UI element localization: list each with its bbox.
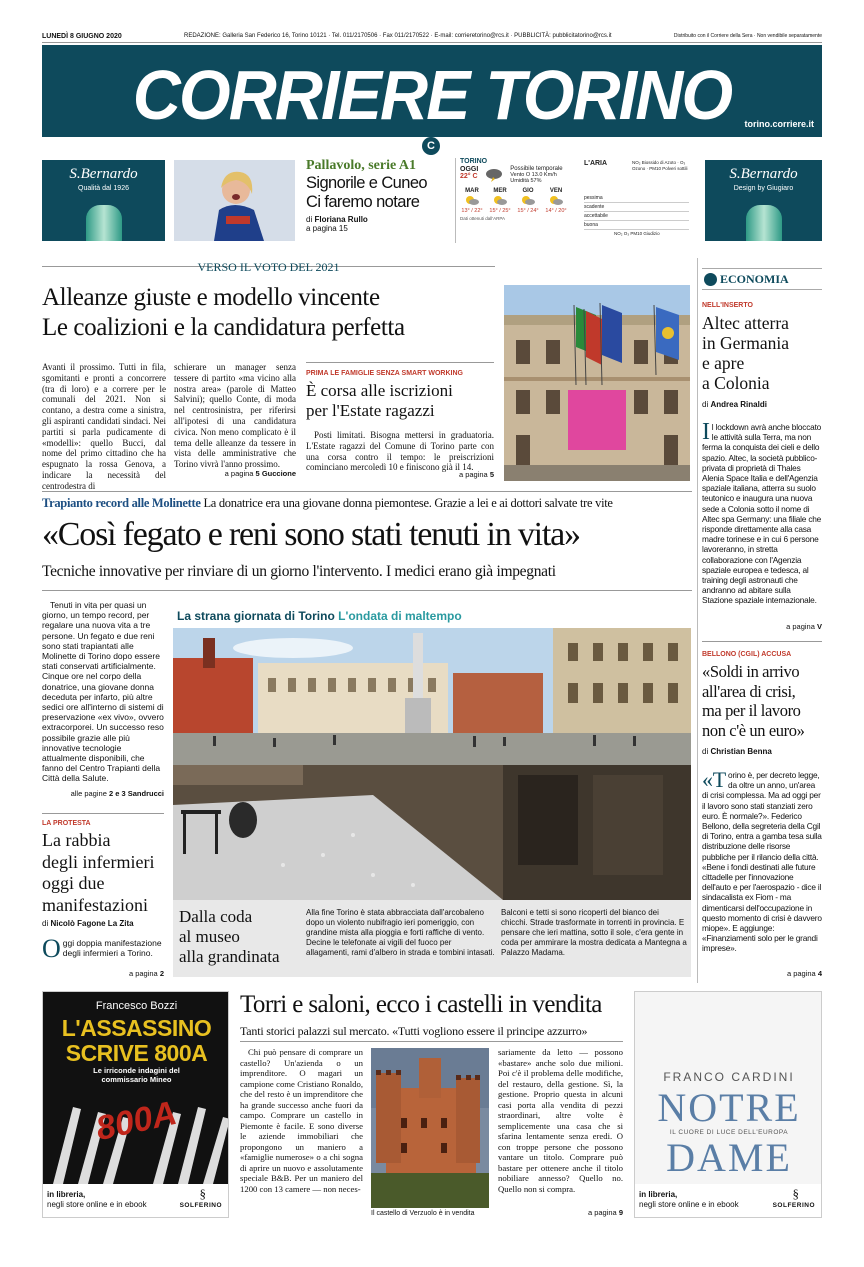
solferino-logo-icon: § [199, 1186, 206, 1201]
volley-byline [306, 215, 448, 224]
nurses-body-text: ggi doppia manifestazione degli infermieri a Torino. [62, 938, 162, 958]
transplant-lead-line [42, 496, 697, 511]
economia-label: ECONOMIA [720, 272, 789, 286]
economia-body [702, 419, 822, 606]
volley-page-ref: a pagina 15 [306, 224, 348, 233]
castles-body-col1: Chi può pensare di comprare un castello? Un'azienda o un imprenditore. O magari un campione come Cristiano Ronaldo, che del resto è un imprenditore che ha grande successo anche fuori da campo. Comprare un castello in Piemonte è facile. E sono diverse le aziende immobiliari che propongono un maniero a «famiglie numerose» o a chi sogna di aprire un nuovo e assolutamente speciale B&B. Per un maniero del 1200 con 13 camere — non neces- [240, 1047, 363, 1194]
weather-today-label: OGGI [460, 166, 479, 173]
vote-body-col1: Avanti il prossimo. Tutti in fila, sgomitanti e pronti a concorrere (tra di loro) e a correre per le comunali del 2021. Non si contano, a destra come a sinistra, gli aspiranti candidati sindaci. Nei partiti si parla pudicamente di «modelli»: quello Bucci, dal nome del primo cittadino che ha espugnato la rossa Genova, a indicare la necessità del centrodestra di [42, 362, 166, 491]
solferino-logo-icon: § [792, 1186, 799, 1201]
bellono-author: Christian Benna [710, 747, 772, 756]
economia-title-line: e apre [702, 353, 745, 373]
transplant-lead: La donatrice era una giovane donna piemontese. Grazie a lei e ai dottori salvate tre vite [203, 496, 613, 510]
transplant-kicker: Trapianto record alle Molinette [42, 496, 201, 510]
transplant-subtitle: Tecniche innovative per rinviare di un giorno l'intervento. I medici erano già impegnati [42, 563, 556, 580]
page-ref-prefix: a pagina [786, 969, 816, 978]
vote-page-ref[interactable] [174, 469, 296, 478]
air-axis: NO₂ O₃ PM10 Giudizio [614, 231, 660, 236]
weather-source: Dati ottenuti dall'ARPA [460, 216, 506, 221]
issue-date: LUNEDÌ 8 GIUGNO 2020 [42, 33, 122, 40]
nurses-byline [42, 919, 167, 928]
economia-body-text: l lockdown avrà anche bloccato le attività sulla Terra, ma non ferma la conquista dei cieli e dello spazio. Altec, la società pubblico-privata di proprietà di Thales Alenia Space Italia e dell'Agenzia spaziale italiana, atterra su suolo teutonico e inaugura una nuova sede a Colonia sotto il nome di Altec spa Germany: una filiale che risponde direttamente alla casa madre torinese e in cui 6 persone lavoreranno, in stretta collaborazione con l'Agenzia spaziale europea e tedesca, al training degli astronauti che andranno ad abitare sulla Stazione spaziale internazionale. [702, 422, 822, 606]
page-ref-number: 2 [159, 969, 164, 978]
economia-dot-icon [704, 273, 717, 286]
estate-headline[interactable] [306, 381, 496, 421]
dropcap: «T [702, 767, 727, 792]
forecast-day [460, 188, 484, 214]
photo-story-box [173, 605, 691, 977]
estate-page-ref[interactable] [306, 470, 494, 479]
ad-book-assassino[interactable] [42, 991, 229, 1218]
bellono-body [702, 767, 822, 954]
economia-title-line: Altec atterra [702, 313, 789, 333]
bellono-title-line: all'area di crisi, [702, 681, 796, 701]
page-ref-number: 5 [255, 469, 260, 478]
photo-story-title-line: al museo [179, 927, 240, 946]
photo-story-kicker-2: L'ondata di maltempo [338, 609, 462, 623]
section-rule [240, 1041, 623, 1042]
ad-sanbernardo-right[interactable] [705, 160, 822, 241]
vote-title-1: Alleanze giuste e modello vincente [42, 284, 380, 311]
ad-brand: S.Bernardo [69, 166, 138, 182]
page-ref-number: 9 [618, 1208, 623, 1217]
photo-story-title-line: alla grandinata [179, 947, 280, 966]
estate-kicker: PRIMA LE FAMIGLIE SENZA SMART WORKING [306, 370, 463, 377]
forecast-day-name: MAR [465, 188, 479, 194]
photo-story-kicker-1: La strana giornata di Torino [177, 609, 335, 623]
page-ref-number: 4 [817, 969, 822, 978]
page-ref-prefix: a pagina [587, 1208, 617, 1217]
bellono-body-text: orino è, per decreto legge, da oltre un anno, un'area di crisi complessa. Ma ad oggi per il lavoro sono stati stanziati zero euro. È normale?». Federico Bellono, della segreteria della Cgil di Torino, entra a gamba tesa sulla distribuzione delle risorse pubbliche per il rilancio della città. «Bene i fondi destinati alle future cittadelle per l'innovazione dell'auto e per l'aerospazio - dice il sindacalista ex Fiom - ma dimenticarsi dell'occupazione in questo momento di crisi è davvero miope». E aggiunge: «Finanziamenti solo per le grandi imprese». [702, 770, 822, 954]
photo-story-text-2: Balconi e tetti si sono ricoperti del bianco dei chicchi. Strade trasformate in torrenti in provincia. E pensare che ieri mattina, sotto il sole, c'era gente in coda per ammirare la mostra dedicata a Mantegna a Palazzo Madama. [501, 908, 687, 957]
book1-dist-2: negli store online e in ebook [47, 1200, 147, 1209]
weather-wind: Vento O 13.0 Km/h [510, 172, 557, 178]
nurses-page-ref[interactable] [42, 969, 164, 978]
sun-cloud-icon [492, 194, 508, 206]
photo-story-banner [173, 605, 691, 628]
top-info-line [42, 33, 822, 43]
section-rule [702, 641, 822, 642]
volley-author: Floriana Rullo [314, 215, 368, 224]
storm-cloud-icon [484, 166, 504, 182]
book1-cover-word: 800A [92, 1093, 181, 1149]
book2-title-2: DAME [666, 1135, 792, 1180]
masthead-title: CORRIERE TORINO [132, 56, 732, 134]
volley-title-2: Ci faremo notare [306, 193, 420, 211]
page-ref-prefix: a pagina [786, 622, 815, 631]
estate-title-1: È corsa alle iscrizioni [306, 381, 453, 400]
castles-subtitle: Tanti storici palazzi sul mercato. «Tutti vogliono essere il principe azzurro» [240, 1024, 588, 1038]
nurses-title-line: manifestazioni [42, 894, 148, 915]
forecast-day [488, 188, 512, 214]
transplant-page-ref[interactable] [42, 789, 164, 798]
ad-sanbernardo-left[interactable] [42, 160, 165, 241]
book1-title-2: SCRIVE 800A [65, 1040, 208, 1066]
nurses-title-line: degli infermieri [42, 851, 155, 872]
book1-subtitle: Le irriconde indagini del commissario Mineo [93, 1066, 180, 1084]
air-quality-title: L'ARIA [584, 160, 608, 167]
economia-kicker: NELL'INSERTO [702, 302, 753, 309]
ad-tagline: Qualità dal 1926 [78, 185, 129, 192]
book2-author: FRANCO CARDINI [663, 1070, 795, 1084]
weather-desc: Possibile temporale [510, 166, 563, 172]
book2-publisher: SOLFERINO [772, 1202, 815, 1209]
volley-article[interactable] [306, 158, 448, 233]
castle-caption: Il castello di Verzuolo è in vendita [371, 1210, 475, 1217]
economia-byline [702, 400, 822, 409]
byline-prefix: di [702, 747, 709, 756]
distribution-note: Distribuito con il Corriere della Sera · Non vendibile separatamente [673, 33, 822, 39]
byline-prefix: di [42, 919, 49, 928]
page-ref-number: 5 [489, 470, 494, 479]
masthead [42, 45, 822, 137]
column-divider [697, 258, 698, 983]
hailstorm-photo [173, 765, 691, 900]
water-bottle-icon [746, 205, 782, 241]
corriere-logo-badge: C [422, 137, 440, 155]
air-level: pessima [584, 194, 689, 203]
page-ref-prefix: a pagina [224, 469, 254, 478]
photo-story-text-1: Alla fine Torino è stata abbracciata dall'arcobaleno dopo un violento nubifragio ieri pomeriggio, con grandine mista alla pioggia e forti raffiche di vento. Decine le telefonate ai vigili del fuoco per allagamenti, rami d'albero in strada e tombini intasati. [306, 908, 495, 957]
forecast-day [516, 188, 540, 214]
forecast-day-name: GIO [522, 188, 534, 194]
economia-title-line: a Colonia [702, 373, 770, 393]
air-legend: NO₂ Biossido di Azoto · O₃ Ozono · PM10 Polveri sottili [632, 160, 688, 171]
volley-kicker: Pallavolo, serie A1 [306, 158, 417, 173]
nurses-title-line: La rabbia [42, 830, 111, 850]
section-rule [42, 813, 164, 814]
nurses-headline[interactable] [42, 830, 167, 916]
photo-story-title-line: Dalla coda [179, 907, 253, 926]
bellono-title-line: «Soldi in arrivo [702, 662, 800, 681]
ad-tagline: Design by Giugiaro [733, 185, 794, 192]
economia-section-header [702, 268, 822, 290]
section-rule [306, 362, 494, 363]
bellono-kicker: BELLONO (CGIL) ACCUSA [702, 651, 792, 658]
vote-headline[interactable] [42, 283, 502, 343]
estate-title-2: per l'Estate ragazzi [306, 401, 435, 420]
dropcap: I [702, 419, 710, 445]
section-rule [42, 590, 692, 591]
sun-cloud-icon [464, 194, 480, 206]
economia-page-ref[interactable] [702, 622, 822, 631]
forecast-day-name: VEN [549, 188, 563, 194]
weather-box [455, 158, 692, 243]
book1-title-1: L'ASSASSINO [61, 1015, 212, 1041]
bellono-byline [702, 747, 822, 756]
forecast-day-name: MER [493, 188, 507, 194]
transplant-headline[interactable]: «Così fegato e reni sono stati tenuti in vita» [42, 516, 580, 553]
castles-headline[interactable]: Torri e saloni, ecco i castelli in vendita [240, 991, 602, 1018]
book2-subtitle: IL CUORE DI LUCE DELL'EUROPA [669, 1129, 789, 1136]
bellono-title-line: ma per il lavoro [702, 701, 801, 720]
forecast-day [544, 188, 568, 214]
weather-today-temp: 22° C [460, 173, 478, 180]
page-ref-number: 2 e 3 [108, 789, 126, 798]
transplant-author: Sandrucci [127, 789, 164, 798]
sun-cloud-icon [520, 194, 536, 206]
book1-author: Francesco Bozzi [95, 1000, 178, 1012]
page-ref-prefix: alle pagine [70, 789, 107, 798]
vote-section-label: VERSO IL VOTO DEL 2021 [197, 260, 340, 274]
bellono-page-ref[interactable] [702, 969, 822, 978]
dropcap: O [42, 934, 61, 963]
sun-cloud-icon [548, 194, 564, 206]
bellono-headline[interactable] [702, 662, 826, 740]
economia-author: Andrea Rinaldi [710, 400, 767, 409]
ad-brand: S.Bernardo [729, 166, 798, 182]
byline-prefix: di [702, 400, 709, 409]
page-ref-prefix: a pagina [458, 470, 488, 479]
water-bottle-icon [86, 205, 122, 241]
economia-title-line: in Germania [702, 333, 789, 353]
book2-dist-1: in libreria, [639, 1190, 678, 1199]
page-ref-prefix: a pagina [128, 969, 158, 978]
verzuolo-castle-photo [371, 1048, 489, 1208]
nurses-kicker: LA PROTESTA [42, 820, 91, 827]
nurses-body [42, 934, 164, 963]
forecast-temp: 15° / 25° [489, 208, 511, 214]
air-level: scadente [584, 203, 689, 212]
photo-story-headline[interactable] [179, 907, 301, 967]
book2-dist-2: negli store online e in ebook [639, 1200, 739, 1209]
vote-author: Guccione [261, 469, 296, 478]
nurses-title-line: oggi due [42, 873, 105, 893]
page-ref-number: V [816, 622, 822, 631]
masthead-url[interactable]: torino.corriere.it [744, 119, 814, 129]
volley-player-photo [174, 160, 295, 241]
air-level: buona [584, 221, 689, 230]
economia-headline[interactable] [702, 313, 824, 393]
weather-humidity: Umidità 57% [510, 178, 542, 184]
volley-title-1: Signorile e Cuneo [306, 174, 427, 192]
castles-body-col3: sariamente da letto — possono «bastare» anche solo due milioni. Poi c'è il problema delle modifiche, del restauro, della gestione. Sì, la gestione. Proprio questa in alcuni casi porta alla vendita di pezzi straordinari, altre volte è semplicemente una casa che si sfarina lentamente senza eredi. O con troppe persone che possono vantare un titolo. Comprare può bastare per ottenere anche il titolo nobiliare annesso? Quello no. Quello non si compra. [498, 1047, 623, 1194]
forecast-temp: 15° / 24° [517, 208, 539, 214]
castles-page-ref[interactable] [498, 1208, 623, 1217]
book1-publisher: SOLFERINO [179, 1202, 222, 1209]
nurses-author: Nicolò Fagone La Zita [50, 919, 134, 928]
bellono-title-line: non c'è un euro» [702, 720, 805, 740]
ad-book-notre-dame[interactable] [634, 991, 822, 1218]
book1-dist-1: in libreria, [47, 1190, 86, 1199]
transplant-body: Tenuti in vita per quasi un giorno, un tempo record, per regalare una nuova vita a tre persone. Un fegato e due reni sono stati trapiantati alle Molinette di Torino dopo essere stati conservati artificialmente. Cinque ore nel corpo della donatrice, una giovane donna deceduta per infarto, più altre sedici ore all'interno di sistemi di preservazione «ex vivo», ovvero extracorporei. Un successo reso possibile grazie alle più innovative tecnologie attualmente disponibili, che fanno del Centro Trapianti della Città della Salute. [42, 600, 164, 784]
section-rule [42, 491, 692, 492]
estate-body: Posti limitati. Bisogna mettersi in graduatoria. L'Estate ragazzi del Comune di Torino parte con una corsa contro il tempo: le preiscrizioni cominciano mercoledì 10 e finiscono già il 14. [306, 430, 494, 473]
forecast-temp: 13° / 22° [461, 208, 483, 214]
air-level: accettabile [584, 212, 689, 221]
book2-title-1: NOTRE [657, 1085, 801, 1130]
byline-prefix: di [306, 215, 313, 224]
palazzo-civico-photo [504, 285, 690, 481]
forecast-temp: 14° / 20° [545, 208, 567, 214]
vote-body-col2: schierare un manager senza tessere di partito «ma vicino alla nostra area» (parole di Matteo Salvini); quello Conte, di moda nel centrosinistra, per riferirsi all'ipotesi di una candidatura civica. Non meno complicato è il tema delle alleanze da tessere in vista delle amministrative che Torino vivrà l'anno prossimo. [174, 362, 296, 470]
vote-title-2: Le coalizioni e la candidatura perfetta [42, 314, 405, 341]
newsroom-contacts: REDAZIONE: Galleria San Federico 16, Torino 10121 · Tel. 011/2170506 · Fax 011/2170522 · E-mail: corrieretorino@rcs.it · PUBBLICITÀ: pubblicitatorino@rcs.it [184, 33, 612, 39]
weather-city: TORINO [460, 158, 488, 165]
piazza-castello-photo [173, 628, 691, 765]
